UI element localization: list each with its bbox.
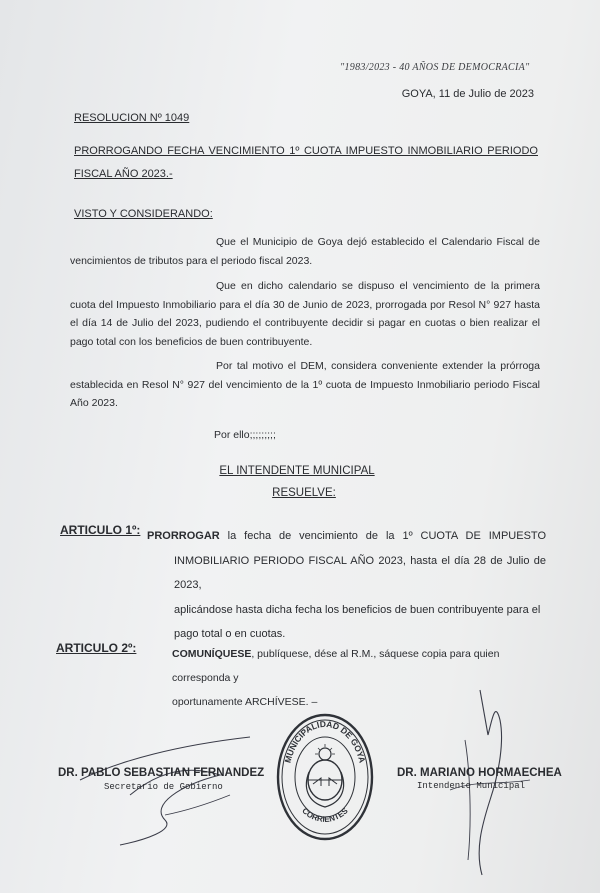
municipal-seal: [275, 712, 375, 842]
article-1-line-1: [147, 524, 546, 549]
considerando-paragraph-3: Por tal motivo el DEM, considera conveniente extender la prórroga establecida en Resol N° 927 del vencimiento de la 1º cuota de Impuesto Inmobiliario periodo Fiscal Año 2023.: [70, 360, 540, 409]
article-2-text: [172, 642, 547, 714]
article-1-line-3: aplicándose hasta dicha fecha los beneficios de buen contribuyente para el: [174, 603, 541, 616]
article-1-verb: PRORROGAR: [147, 530, 220, 542]
article-1-line-1-text: la fecha de vencimiento de la 1º CUOTA DE IMPUESTO: [227, 530, 546, 542]
article-2-verb: COMUNÍQUESE: [172, 648, 252, 660]
article-1-line-2: INMOBILIARIO PERIODO FISCAL AÑO 2023, hasta el día 28 de Julio de 2023,: [174, 554, 546, 591]
mayor-name: DR. MARIANO HORMAECHEA: [397, 767, 562, 779]
seal-bottom-text: CORRIENTES: [300, 806, 350, 824]
article-1-heading: ARTICULO 1º:: [60, 523, 141, 537]
article-2-line-2: oportunamente ARCHÍVESE. –: [172, 696, 318, 708]
considerando-paragraph-1: Que el Municipio de Goya dejó establecido el Calendario Fiscal de vencimientos de tributos para el periodo fiscal 2023.: [70, 236, 540, 267]
resuelve-heading: RESUELVE:: [272, 487, 336, 499]
article-2-line-1: [137, 642, 547, 690]
place-date: GOYA, 11 de Julio de 2023: [401, 88, 534, 100]
article-1-text: [147, 524, 546, 647]
secretary-name: DR. PABLO SEBASTIAN FERNANDEZ: [58, 767, 265, 779]
democracy-motto: "1983/2023 - 40 AÑOS DE DEMOCRACIA": [340, 62, 530, 73]
secretary-title: Secretario de Gobierno: [104, 782, 223, 792]
resolution-number: RESOLUCION Nº 1049: [74, 112, 190, 124]
seal-top-text: MUNICIPALIDAD DE GOYA: [282, 718, 368, 764]
por-ello: Por ello;;;;;;;;;: [214, 429, 276, 441]
mayor-title: Intendente Municipal: [417, 781, 526, 791]
article-1-line-4: pago total o en cuotas.: [174, 628, 286, 640]
article-2-heading: ARTICULO 2º:: [56, 641, 137, 655]
considerando-paragraph-2: Que en dicho calendario se dispuso el vencimiento de la primera cuota del Impuesto Inmobiliario para el día 30 de Junio de 2023, prorrogada por Resol N° 927 hasta el día 14 de Julio del 2023, pudiendo el contribuyente decidir si pagar en cuotas o bien realizar el pago total con los beneficios de buen contribuyente.: [70, 280, 540, 348]
visto-heading: VISTO Y CONSIDERANDO:: [74, 208, 213, 220]
article-2-line-1-text: , publíquese, dése al R.M., sáquese copia para quien corresponda y: [172, 648, 500, 684]
authority-title: EL INTENDENTE MUNICIPAL: [219, 465, 375, 477]
resolution-subject: PRORROGANDO FECHA VENCIMIENTO 1º CUOTA IMPUESTO INMOBILIARIO PERIODO FISCAL AÑO 2023.-: [74, 145, 538, 180]
